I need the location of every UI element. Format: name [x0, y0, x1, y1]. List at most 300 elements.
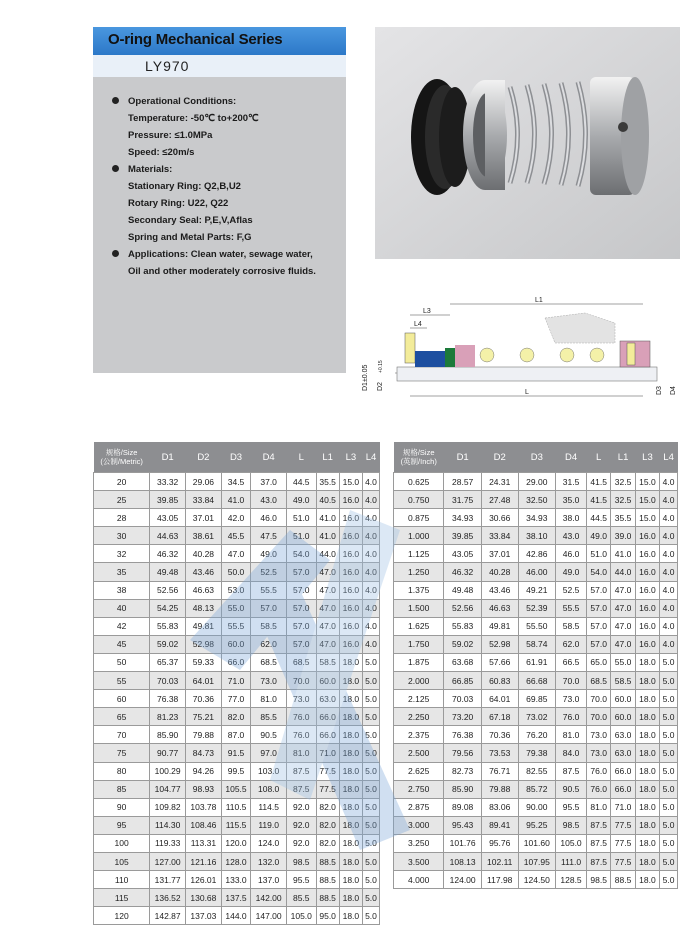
value-cell: 83.06: [481, 798, 518, 816]
value-cell: 37.0: [251, 473, 287, 491]
value-cell: 60.83: [481, 672, 518, 690]
value-cell: 44.5: [287, 473, 317, 491]
value-cell: 70.0: [587, 690, 611, 708]
value-cell: 51.0: [587, 545, 611, 563]
size-cell: 115: [94, 889, 150, 907]
value-cell: 18.0: [339, 653, 362, 671]
value-cell: 64.01: [481, 690, 518, 708]
value-cell: 91.5: [221, 744, 251, 762]
value-cell: 126.01: [186, 871, 222, 889]
value-cell: 132.0: [251, 852, 287, 870]
value-cell: 5.0: [660, 798, 678, 816]
bullet-icon: [112, 97, 119, 104]
value-cell: 32.50: [518, 491, 556, 509]
value-cell: 70.36: [186, 690, 222, 708]
value-cell: 133.0: [221, 871, 251, 889]
value-cell: 18.0: [339, 852, 362, 870]
value-cell: 113.31: [186, 834, 222, 852]
column-header: D2: [186, 442, 222, 473]
value-cell: 39.85: [150, 491, 186, 509]
value-cell: 49.0: [587, 527, 611, 545]
value-cell: 108.46: [186, 816, 222, 834]
value-cell: 39.85: [444, 527, 482, 545]
table-row: [94, 708, 380, 726]
value-cell: 89.41: [481, 816, 518, 834]
value-cell: 55.5: [251, 581, 287, 599]
value-cell: 87.5: [287, 780, 317, 798]
value-cell: 70.0: [587, 708, 611, 726]
value-cell: 66.0: [611, 762, 635, 780]
value-cell: 15.0: [635, 509, 659, 527]
column-header: L1: [316, 442, 339, 473]
value-cell: 4.0: [362, 599, 379, 617]
size-cell: 70: [94, 726, 150, 744]
table-row: [394, 527, 678, 545]
value-cell: 41.0: [316, 509, 339, 527]
value-cell: 4.0: [660, 527, 678, 545]
value-cell: 18.0: [635, 690, 659, 708]
mechanical-seal-image: [375, 27, 680, 259]
table-row: [394, 581, 678, 599]
value-cell: 18.0: [339, 690, 362, 708]
value-cell: 44.63: [150, 527, 186, 545]
column-header: L1: [611, 442, 635, 473]
size-cell: 38: [94, 581, 150, 599]
dim-d3-label: D3: [656, 386, 663, 395]
value-cell: 82.0: [221, 708, 251, 726]
size-cell: 3.250: [394, 834, 444, 852]
value-cell: 33.84: [186, 491, 222, 509]
value-cell: 127.00: [150, 852, 186, 870]
table-row: [394, 708, 678, 726]
value-cell: 47.0: [611, 599, 635, 617]
value-cell: 76.0: [287, 708, 317, 726]
table-row: [394, 491, 678, 509]
value-cell: 81.0: [251, 690, 287, 708]
value-cell: 73.0: [556, 690, 587, 708]
value-cell: 119.0: [251, 816, 287, 834]
operational-heading: Operational Conditions:: [128, 96, 237, 107]
value-cell: 4.0: [362, 509, 379, 527]
value-cell: 49.0: [287, 491, 317, 509]
value-cell: 16.0: [339, 599, 362, 617]
rotary-ring-spec: Rotary Ring: U22, Q22: [128, 198, 229, 209]
value-cell: 64.01: [186, 672, 222, 690]
model-bar: [93, 55, 346, 77]
value-cell: 5.0: [660, 672, 678, 690]
value-cell: 27.48: [481, 491, 518, 509]
value-cell: 88.5: [316, 871, 339, 889]
value-cell: 46.0: [556, 545, 587, 563]
value-cell: 53.0: [221, 581, 251, 599]
table-row: [394, 672, 678, 690]
value-cell: 55.0: [221, 599, 251, 617]
value-cell: 34.93: [518, 509, 556, 527]
size-cell: 80: [94, 762, 150, 780]
value-cell: 5.0: [660, 834, 678, 852]
value-cell: 52.98: [186, 635, 222, 653]
table-row: [394, 653, 678, 671]
value-cell: 128.0: [221, 852, 251, 870]
pressure-spec: Pressure: ≤1.0MPa: [128, 130, 213, 141]
value-cell: 38.61: [186, 527, 222, 545]
value-cell: 4.0: [660, 617, 678, 635]
applications-line-1: Applications: Clean water, sewage water,: [128, 249, 313, 260]
size-cell: 90: [94, 798, 150, 816]
value-cell: 46.63: [481, 599, 518, 617]
size-cell: 1.625: [394, 617, 444, 635]
size-cell: 1.750: [394, 635, 444, 653]
value-cell: 18.0: [635, 852, 659, 870]
value-cell: 16.0: [339, 563, 362, 581]
size-cell: 65: [94, 708, 150, 726]
value-cell: 70.36: [481, 726, 518, 744]
column-header: L3: [339, 442, 362, 473]
table-row: [94, 545, 380, 563]
value-cell: 92.0: [287, 798, 317, 816]
table-row: [94, 563, 380, 581]
value-cell: 4.0: [660, 491, 678, 509]
table-row: [394, 509, 678, 527]
value-cell: 137.0: [251, 871, 287, 889]
value-cell: 5.0: [660, 871, 678, 889]
value-cell: 42.0: [221, 509, 251, 527]
value-cell: 46.32: [444, 563, 482, 581]
value-cell: 101.60: [518, 834, 556, 852]
value-cell: 43.0: [251, 491, 287, 509]
value-cell: 87.5: [587, 852, 611, 870]
value-cell: 105.0: [556, 834, 587, 852]
value-cell: 43.05: [444, 545, 482, 563]
value-cell: 66.68: [518, 672, 556, 690]
technical-drawing: [355, 293, 680, 405]
table-row: [94, 690, 380, 708]
value-cell: 79.38: [518, 744, 556, 762]
value-cell: 77.5: [611, 852, 635, 870]
value-cell: 5.0: [362, 708, 379, 726]
value-cell: 5.0: [660, 744, 678, 762]
value-cell: 77.0: [221, 690, 251, 708]
value-cell: 128.5: [556, 871, 587, 889]
value-cell: 16.0: [339, 491, 362, 509]
value-cell: 37.01: [481, 545, 518, 563]
size-cell: 35: [94, 563, 150, 581]
value-cell: 47.0: [611, 581, 635, 599]
value-cell: 49.81: [186, 617, 222, 635]
value-cell: 115.5: [221, 816, 251, 834]
value-cell: 46.00: [518, 563, 556, 581]
value-cell: 5.0: [362, 907, 379, 925]
size-cell: 25: [94, 491, 150, 509]
table-row: [94, 762, 380, 780]
value-cell: 18.0: [339, 762, 362, 780]
value-cell: 18.0: [635, 744, 659, 762]
bullet-icon: [112, 250, 119, 257]
size-cell: 1.500: [394, 599, 444, 617]
spring-metal-spec: Spring and Metal Parts: F,G: [128, 232, 252, 243]
value-cell: 16.0: [339, 581, 362, 599]
value-cell: 60.0: [316, 672, 339, 690]
value-cell: 4.0: [362, 473, 379, 491]
value-cell: 60.0: [611, 708, 635, 726]
table-row: [394, 816, 678, 834]
value-cell: 4.0: [362, 617, 379, 635]
value-cell: 15.0: [339, 473, 362, 491]
value-cell: 98.5: [556, 816, 587, 834]
value-cell: 66.0: [221, 653, 251, 671]
table-row: [394, 599, 678, 617]
value-cell: 15.0: [635, 491, 659, 509]
value-cell: 18.0: [635, 653, 659, 671]
value-cell: 41.0: [611, 545, 635, 563]
value-cell: 57.0: [287, 599, 317, 617]
value-cell: 38.10: [518, 527, 556, 545]
table-row: [394, 690, 678, 708]
value-cell: 55.83: [444, 617, 482, 635]
value-cell: 52.39: [518, 599, 556, 617]
dim-l3-label: L3: [423, 308, 431, 315]
value-cell: 117.98: [481, 871, 518, 889]
value-cell: 16.0: [635, 545, 659, 563]
value-cell: 69.85: [518, 690, 556, 708]
value-cell: 114.30: [150, 816, 186, 834]
value-cell: 41.5: [587, 473, 611, 491]
value-cell: 33.84: [481, 527, 518, 545]
table-row: [94, 834, 380, 852]
size-cell: 110: [94, 871, 150, 889]
value-cell: 98.5: [587, 871, 611, 889]
value-cell: 124.00: [444, 871, 482, 889]
value-cell: 66.85: [444, 672, 482, 690]
value-cell: 95.25: [518, 816, 556, 834]
value-cell: 43.46: [481, 581, 518, 599]
value-cell: 137.5: [221, 889, 251, 907]
value-cell: 4.0: [362, 563, 379, 581]
column-header: D3: [221, 442, 251, 473]
value-cell: 77.5: [611, 816, 635, 834]
table-row: [94, 907, 380, 925]
value-cell: 54.0: [587, 563, 611, 581]
value-cell: 58.5: [316, 653, 339, 671]
value-cell: 57.0: [287, 563, 317, 581]
value-cell: 38.0: [556, 509, 587, 527]
size-cell: 1.250: [394, 563, 444, 581]
value-cell: 35.0: [556, 491, 587, 509]
table-row: [394, 780, 678, 798]
value-cell: 54.0: [287, 545, 317, 563]
value-cell: 31.75: [444, 491, 482, 509]
value-cell: 90.5: [556, 780, 587, 798]
value-cell: 92.0: [287, 834, 317, 852]
value-cell: 136.52: [150, 889, 186, 907]
size-cell: 2.625: [394, 762, 444, 780]
value-cell: 18.0: [635, 762, 659, 780]
value-cell: 95.76: [481, 834, 518, 852]
value-cell: 29.06: [186, 473, 222, 491]
value-cell: 73.20: [444, 708, 482, 726]
value-cell: 79.88: [186, 726, 222, 744]
size-cell: 32: [94, 545, 150, 563]
value-cell: 40.5: [316, 491, 339, 509]
value-cell: 76.0: [587, 762, 611, 780]
value-cell: 60.0: [221, 635, 251, 653]
value-cell: 76.38: [444, 726, 482, 744]
value-cell: 99.5: [221, 762, 251, 780]
value-cell: 15.0: [635, 473, 659, 491]
value-cell: 18.0: [635, 780, 659, 798]
column-header: D2: [481, 442, 518, 473]
table-row: [94, 509, 380, 527]
value-cell: 5.0: [362, 653, 379, 671]
value-cell: 54.25: [150, 599, 186, 617]
value-cell: 43.05: [150, 509, 186, 527]
size-cell: 45: [94, 635, 150, 653]
value-cell: 52.56: [150, 581, 186, 599]
table-row: [394, 563, 678, 581]
value-cell: 73.0: [287, 690, 317, 708]
value-cell: 5.0: [660, 708, 678, 726]
materials-heading: Materials:: [128, 164, 173, 175]
table-row: [394, 726, 678, 744]
value-cell: 4.0: [660, 509, 678, 527]
value-cell: 76.0: [556, 708, 587, 726]
size-cell: 30: [94, 527, 150, 545]
value-cell: 81.0: [287, 744, 317, 762]
value-cell: 18.0: [635, 672, 659, 690]
value-cell: 5.0: [362, 726, 379, 744]
value-cell: 18.0: [635, 871, 659, 889]
value-cell: 5.0: [362, 889, 379, 907]
value-cell: 55.83: [150, 617, 186, 635]
value-cell: 48.13: [186, 599, 222, 617]
value-cell: 16.0: [635, 527, 659, 545]
column-header: D1: [150, 442, 186, 473]
size-cell: 28: [94, 509, 150, 527]
value-cell: 5.0: [362, 852, 379, 870]
table-row: [394, 762, 678, 780]
value-cell: 4.0: [660, 473, 678, 491]
column-header: L4: [660, 442, 678, 473]
value-cell: 100.29: [150, 762, 186, 780]
value-cell: 5.0: [362, 834, 379, 852]
column-header: L4: [362, 442, 379, 473]
value-cell: 73.02: [518, 708, 556, 726]
value-cell: 34.5: [221, 473, 251, 491]
value-cell: 59.02: [444, 635, 482, 653]
value-cell: 95.5: [287, 871, 317, 889]
value-cell: 5.0: [362, 816, 379, 834]
value-cell: 57.0: [587, 635, 611, 653]
size-cell: 3.500: [394, 852, 444, 870]
value-cell: 46.63: [186, 581, 222, 599]
table-row: [94, 780, 380, 798]
size-cell: 1.375: [394, 581, 444, 599]
value-cell: 87.5: [587, 816, 611, 834]
size-cell: 75: [94, 744, 150, 762]
table-row: [94, 816, 380, 834]
value-cell: 42.86: [518, 545, 556, 563]
value-cell: 63.68: [444, 653, 482, 671]
size-cell: 60: [94, 690, 150, 708]
value-cell: 49.0: [556, 563, 587, 581]
table-row: [394, 617, 678, 635]
value-cell: 76.0: [587, 780, 611, 798]
value-cell: 52.5: [251, 563, 287, 581]
value-cell: 77.5: [316, 780, 339, 798]
value-cell: 82.0: [316, 816, 339, 834]
value-cell: 84.73: [186, 744, 222, 762]
value-cell: 45.5: [221, 527, 251, 545]
value-cell: 37.01: [186, 509, 222, 527]
value-cell: 16.0: [635, 563, 659, 581]
value-cell: 73.0: [587, 744, 611, 762]
value-cell: 60.0: [611, 690, 635, 708]
dim-l1-label: L1: [535, 297, 543, 304]
value-cell: 85.5: [251, 708, 287, 726]
value-cell: 71.0: [316, 744, 339, 762]
value-cell: 18.0: [635, 798, 659, 816]
value-cell: 104.77: [150, 780, 186, 798]
value-cell: 131.77: [150, 871, 186, 889]
value-cell: 18.0: [339, 672, 362, 690]
value-cell: 107.95: [518, 852, 556, 870]
value-cell: 66.0: [316, 708, 339, 726]
value-cell: 49.48: [444, 581, 482, 599]
value-cell: 55.5: [221, 617, 251, 635]
value-cell: 32.5: [611, 473, 635, 491]
value-cell: 101.76: [444, 834, 482, 852]
value-cell: 124.50: [518, 871, 556, 889]
value-cell: 18.0: [339, 708, 362, 726]
value-cell: 16.0: [339, 509, 362, 527]
value-cell: 77.5: [316, 762, 339, 780]
value-cell: 130.68: [186, 889, 222, 907]
value-cell: 40.28: [481, 563, 518, 581]
value-cell: 73.0: [587, 726, 611, 744]
value-cell: 97.0: [251, 744, 287, 762]
value-cell: 16.0: [635, 581, 659, 599]
bullet-icon: [112, 165, 119, 172]
size-header: [94, 442, 150, 473]
value-cell: 5.0: [660, 816, 678, 834]
value-cell: 110.5: [221, 798, 251, 816]
column-header: D4: [251, 442, 287, 473]
dim-d2-label: D2: [377, 382, 384, 391]
value-cell: 58.5: [611, 672, 635, 690]
value-cell: 35.5: [316, 473, 339, 491]
value-cell: 5.0: [362, 780, 379, 798]
value-cell: 5.0: [362, 798, 379, 816]
value-cell: 147.00: [251, 907, 287, 925]
value-cell: 70.03: [444, 690, 482, 708]
value-cell: 52.56: [444, 599, 482, 617]
value-cell: 63.0: [611, 744, 635, 762]
value-cell: 98.93: [186, 780, 222, 798]
value-cell: 5.0: [362, 762, 379, 780]
value-cell: 85.90: [444, 780, 482, 798]
value-cell: 5.0: [362, 871, 379, 889]
value-cell: 68.5: [287, 653, 317, 671]
size-cell: 2.125: [394, 690, 444, 708]
series-title: O-ring Mechanical Series: [108, 31, 283, 48]
dim-d1-label: D1±0.05: [362, 364, 369, 391]
value-cell: 75.21: [186, 708, 222, 726]
inch-size-table: [393, 442, 678, 889]
value-cell: 61.91: [518, 653, 556, 671]
value-cell: 5.0: [660, 780, 678, 798]
value-cell: 59.33: [186, 653, 222, 671]
column-header: D4: [556, 442, 587, 473]
